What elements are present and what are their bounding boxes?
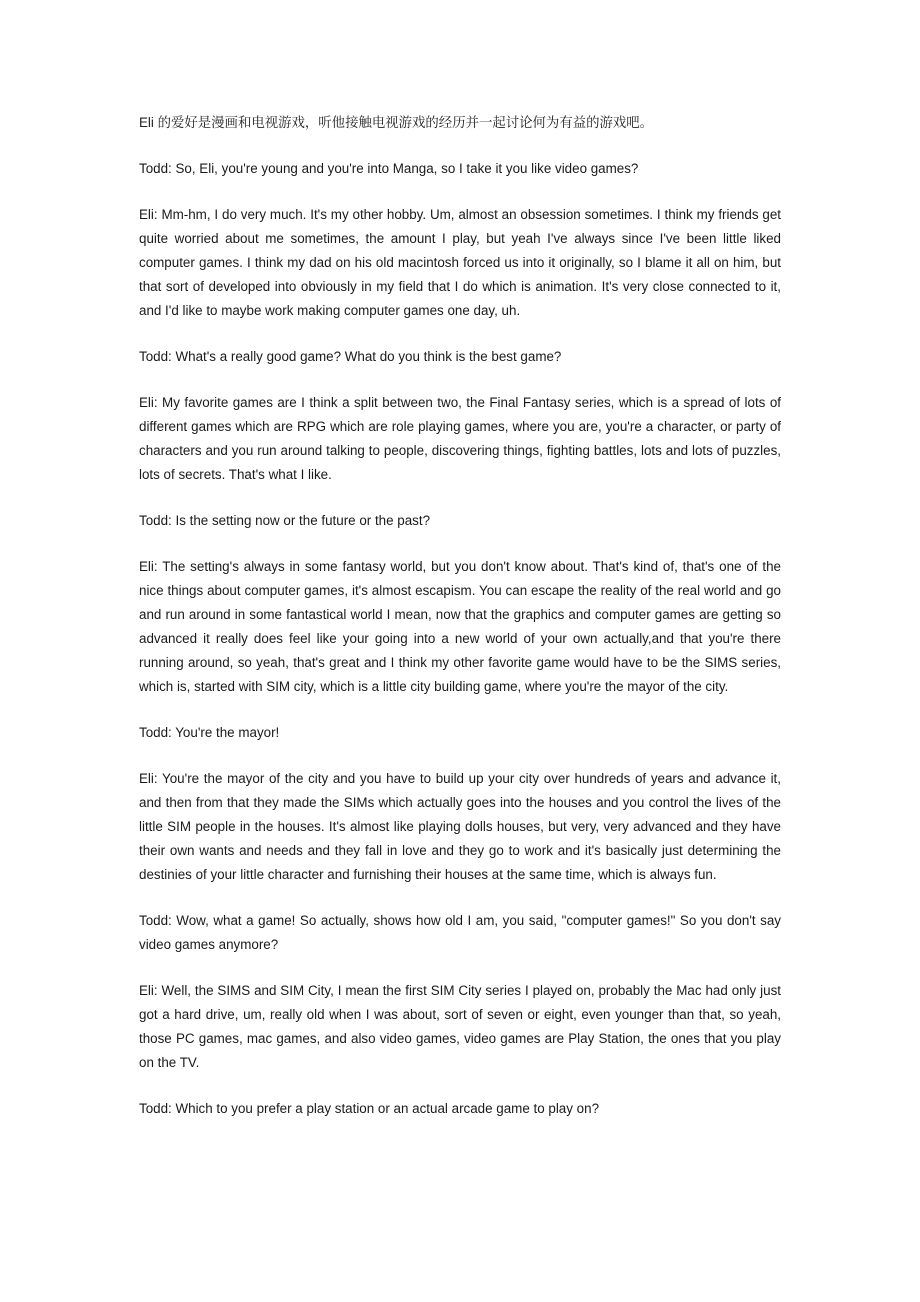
dialogue-paragraph: Todd: You're the mayor! — [139, 725, 280, 740]
dialogue-paragraph: Eli: My favorite games are I think a split between two, the Final Fantasy series, which is a spread of lots of different games which are RPG which are role playing games, where you are, you're a character, or party of characters and you run around talking to people, discovering things, fighting battles, lots and lots of puzzles, lots of secrets. That's what I like. — [139, 395, 781, 482]
dialogue-paragraph: Todd: Which to you prefer a play station or an actual arcade game to play on? — [139, 1101, 600, 1116]
intro-paragraph: Eli 的爱好是漫画和电视游戏，听他接触电视游戏的经历并一起讨论何为有益的游戏吧。 — [139, 115, 654, 130]
dialogue-paragraph: Eli: Mm-hm, I do very much. It's my other hobby. Um, almost an obsession sometimes. I think my friends get quite worried about me sometimes, the amount I play, but yeah I've always since I've been little liked computer games. I think my dad on his old macintosh forced us into it originally, so I blame it all on him, but that sort of developed into obviously in my field that I do which is animation. It's very close connected to it, and I'd like to maybe work making computer games one day, uh. — [139, 207, 781, 318]
dialogue-paragraph: Eli: Well, the SIMS and SIM City, I mean the first SIM City series I played on, probably the Mac had only just got a hard drive, um, really old when I was about, sort of seven or eight, even younger than that, so yeah, those PC games, mac games, and also video games, video games are Play Station, the ones that you play on the TV. — [139, 983, 781, 1070]
dialogue-paragraph: Eli: The setting's always in some fantasy world, but you don't know about. That's kind of, that's one of the nice things about computer games, it's almost escapism. You can escape the reality of the real world and go and run around in some fantastical world I mean, now that the graphics and computer games are getting so advanced it really does feel like your going into a new world of your own actually,and that you're there running around, so yeah, that's great and I think my other favorite game would have to be the SIMS series, which is, started with SIM city, which is a little city building game, where you're the mayor of the city. — [139, 559, 781, 694]
dialogue-paragraph: Todd: What's a really good game? What do you think is the best game? — [139, 349, 562, 364]
dialogue-paragraph: Todd: So, Eli, you're young and you're into Manga, so I take it you like video games? — [139, 161, 639, 176]
document-page — [139, 111, 781, 1143]
dialogue-paragraph: Eli: You're the mayor of the city and you have to build up your city over hundreds of years and advance it, and then from that they made the SIMs which actually goes into the houses and you control the lives of the little SIM people in the houses. It's almost like playing dolls houses, but very, very advanced and they have their own wants and needs and they fall in love and they go to work and it's basically just determining the destinies of your little character and furnishing their houses at the same time, which is always fun. — [139, 771, 781, 882]
dialogue-paragraph: Todd: Wow, what a game! So actually, shows how old I am, you said, "computer games!" So you don't say video games anymore? — [139, 913, 781, 952]
dialogue-paragraph: Todd: Is the setting now or the future or the past? — [139, 513, 431, 528]
